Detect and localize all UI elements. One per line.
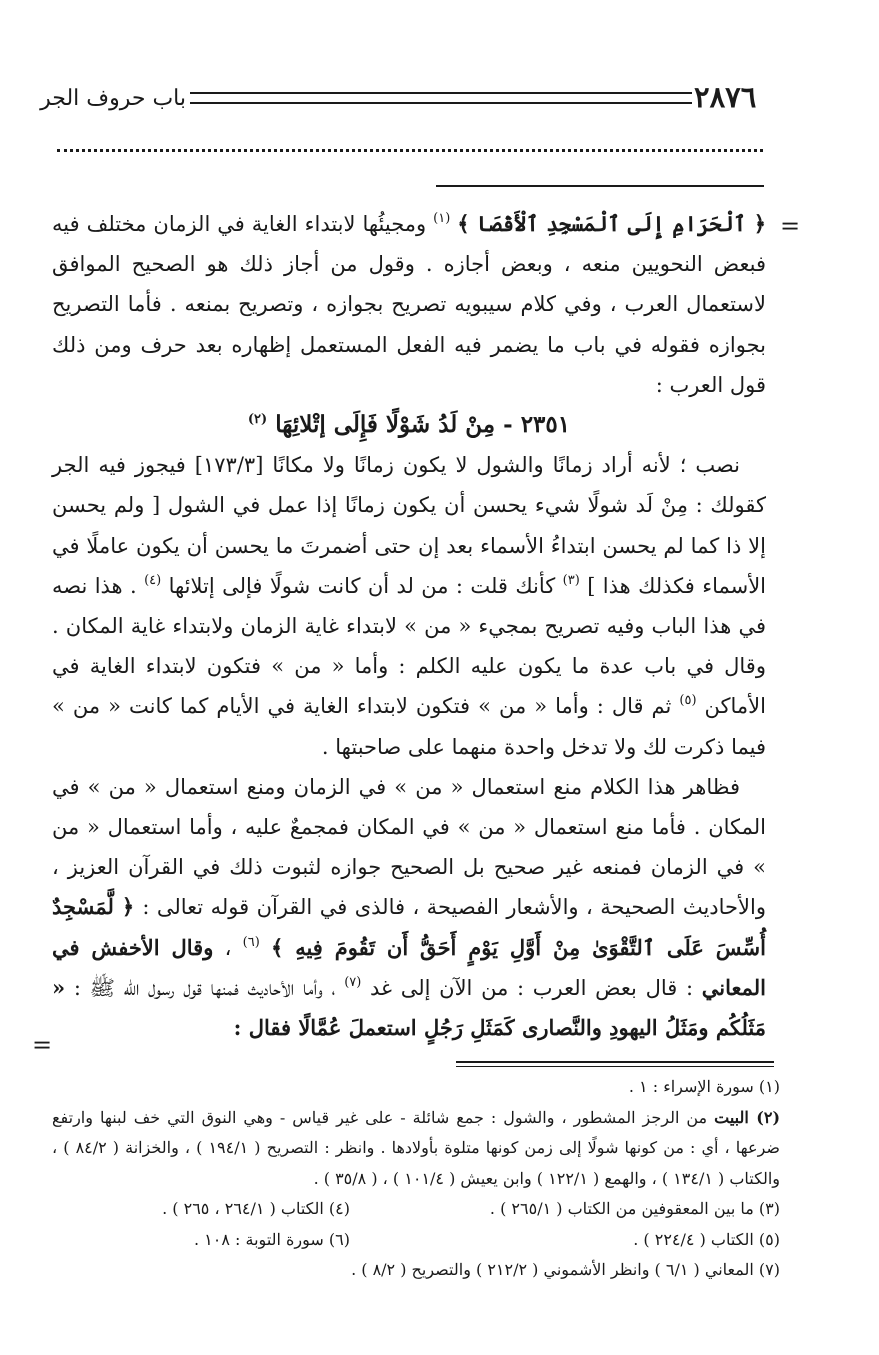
verse-line: [52, 405, 766, 445]
paragraph-2-text-c: . هذا نصه في هذا الباب وفيه تصريح بمجيء « من » لابتداء غاية الزمان ولابتداء غاية المكان . وقال في باب عدة ما يكون عليه الكلم : وأما « من » فتكون لابتداء الغاية في الأماكن: [52, 573, 766, 719]
paragraph-2-text-a: نصب ؛ لأنه أراد زمانًا والشول لا يكون زمانًا ولا مكانًا [١٧٣/٣] فيجوز فيه الجر كقولك : مِنْ لَد شولًا شيء يحسن أن يكون زمانًا إذا عمل في الشول [ ولم يحسن إلا ذا كما لم يحسن ابتداءُ الأسماء بعد إن حتى أضمرتَ ما يحسن أن يكون عاملًا في الأسماء فكذلك هذا ]: [52, 453, 767, 598]
footnote-ref: (٧): [344, 974, 362, 990]
footnotes: [52, 1072, 780, 1286]
footnote-row-5-6: [52, 1225, 780, 1256]
footnote-1: (١) سورة الإسراء : ١ .: [628, 1077, 780, 1096]
footnote-rule: [456, 1061, 774, 1063]
footnote-2-label: (٢) البيت: [714, 1107, 781, 1127]
quran-quote-2: ﴿ لَّمَسْجِدٌ أُسِّسَ عَلَى ٱلتَّقْوَىٰ مِنْ أَوَّلِ يَوْمٍ أَحَقُّ أَن تَقُومَ فِيهِ ﴾: [52, 894, 766, 960]
paragraph-3-text-c: : قال بعض العرب : من الآن إلى غد: [370, 975, 702, 1000]
paragraph-2-text-d: ثم قال : وأما « من » فتكون لابتداء الغاية في الأيام كما كانت « من » فيما ذكرت لك ولا تدخل واحدة منهما على صاحبتها .: [52, 694, 766, 759]
footnote-5: (٥) الكتاب ( ٢٢٤/٤ ) .: [633, 1229, 780, 1249]
footnote-2-text: من الرجز المشطور ، والشول : جمع شائلة - على غير قياس - وهي النوق التي خف لبنها وارتفع ضرعها ، أي : من كونها شولًا إلى زمن كونها متلوة بأولادها . وانظر : التصريح ( ١٩٤/١ ) ، والخزانة ( ٨٤/٢ ) ، والكتاب ( ١٣٤/١ ) ، والهمع ( ١٢٢/١ ) وابن يعيش ( ١٠١/٤ ) ، ( ٣٥/٨ ) .: [52, 1107, 781, 1188]
footnote-3: (٣) ما بين المعقوفين من الكتاب ( ٢٦٥/١ ) .: [489, 1199, 780, 1218]
dotted-separator: [57, 149, 763, 152]
footnote-ref: (٢): [247, 412, 268, 428]
paragraph-2-text-b: كأنك قلت : من لد أن كانت شولًا فإلى إتلائها: [168, 573, 563, 598]
page-number: ٢٨٧٦: [694, 80, 757, 114]
main-text: [52, 204, 766, 1048]
footnote-ref: (١): [433, 211, 451, 226]
hadith-quote: « مَثَلُكُم ومَثَلُ اليهودِ والنَّصارى كَمَثَلِ رَجُلٍ استعملَ عُمَّالًا فقال :: [52, 974, 766, 1041]
paragraph-3-text-b: ،: [213, 935, 243, 960]
footnote-ref: (٦): [242, 934, 260, 950]
header-rule: [190, 92, 692, 104]
footnote-2: [52, 1103, 780, 1195]
paragraph-3-text-a: فظاهر هذا الكلام منع استعمال « من » في الزمان ومنع استعمال « من » في المكان . فأما منع استعمال « من » في المكان فمجمعٌ عليه ، وأما استعمال « من » في الزمان فمنعه غير صحيح بل الصحيح جوازه لثبوت ذلك في القرآن العزيز ، والأحاديث الصحيحة ، والأشعار الفصيحة ، فالذى في القرآن قوله تعالى :: [52, 774, 766, 920]
chapter-title: باب حروف الجر: [40, 86, 186, 111]
paragraph-2: [52, 445, 766, 767]
footnote-row-3-4: [52, 1194, 780, 1225]
paragraph-3-text-d: ، وأما الأحاديث فمنها قول رسول الله ﷺ :: [65, 975, 345, 1000]
top-separator: [436, 185, 764, 187]
quran-quote-1: ﴿ ٱلْحَرَامِ إِلَى ٱلْمَسْجِدِ ٱلْأَقْصَا ﴾: [457, 211, 766, 236]
footnote-ref: (٤): [144, 572, 162, 588]
footnote-6: (٦) سورة التوبة : ١٠٨ .: [194, 1229, 350, 1249]
footnote-ref: (٣): [562, 572, 580, 588]
continuation-mark-bottom: =: [32, 1031, 53, 1059]
paragraph-1-text: ومجيئُها لابتداء الغاية في الزمان مختلف فيه فبعض النحويين منعه ، وبعض أجازه . وقول من أجاز ذلك هو الصحيح الموافق لاستعمال العرب ، وفي كلام سيبويه تصريح بجوازه ، وتصريح بمنعه . فأما التصريح بجوازه فقوله في باب ما يضمر فيه الفعل المستعمل إظهاره بعد حرف ومن ذلك قول العرب :: [52, 212, 766, 397]
footnote-4: (٤) الكتاب ( ٢٦٤/١ ، ٢٦٥ ) .: [162, 1199, 350, 1218]
footnote-rule-thin: [456, 1066, 774, 1067]
continuation-mark-top: =: [780, 212, 801, 240]
footnote-7: (٧) المعاني ( ٦/١ ) وانظر الأشموني ( ٢١٢/٢ ) والتصريح ( ٨/٢ ) .: [351, 1260, 780, 1279]
footnote-ref: (٥): [679, 693, 697, 709]
verse-text: ٢٣٥١ - مِنْ لَدُ شَوْلًا فَإِلَى إتْلائِهَا: [275, 411, 571, 439]
author-reference: وقال الأخفش في المعاني: [52, 934, 766, 1000]
paragraph-3: [52, 767, 766, 1048]
paragraph-1: [52, 204, 766, 405]
